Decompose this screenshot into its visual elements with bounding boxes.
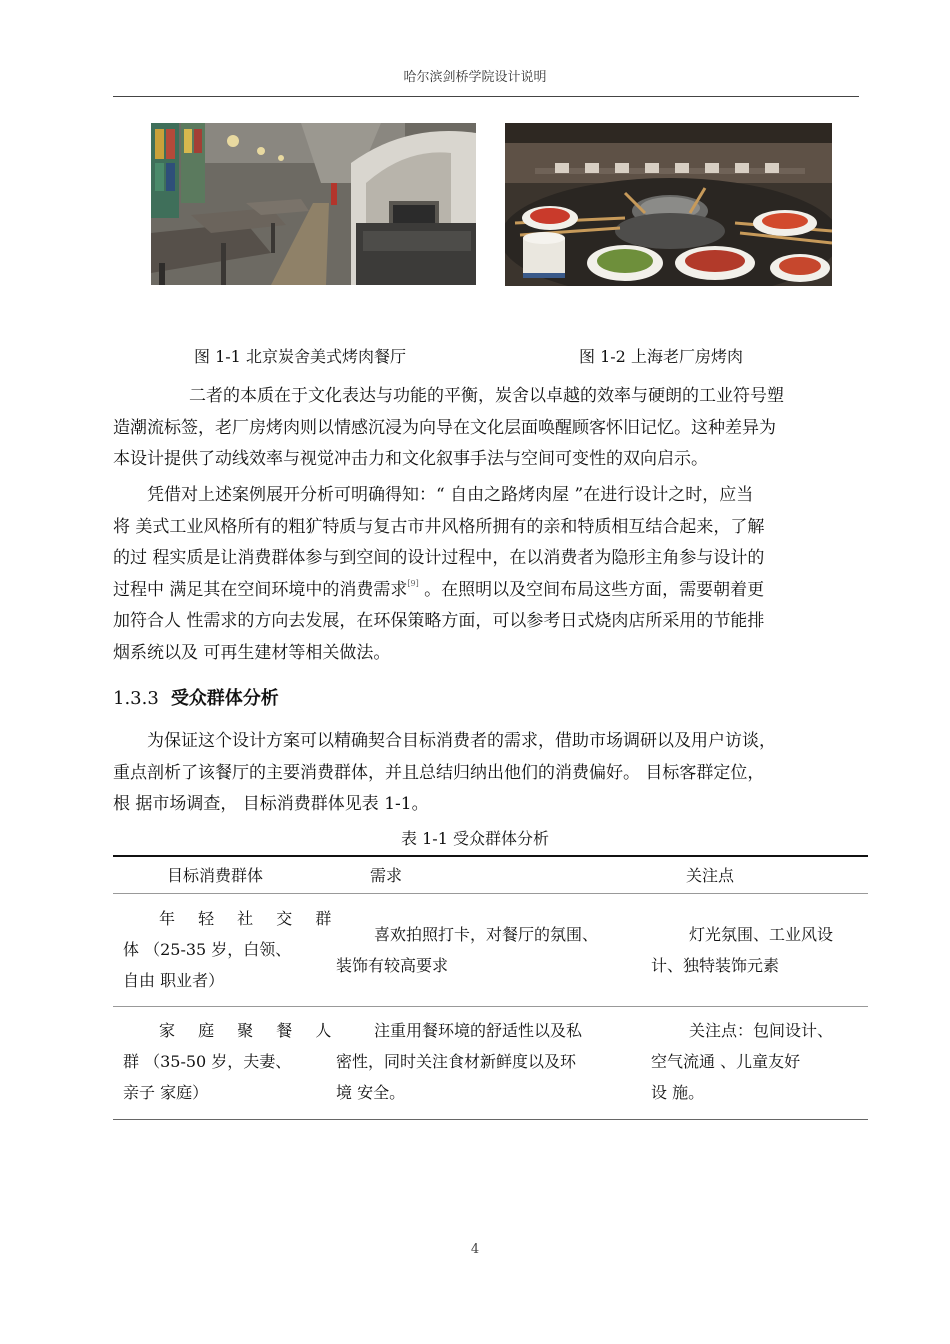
cell-line: 亲子 家庭）	[123, 1083, 209, 1102]
text-line: 将 美式工业风格所有的粗犷特质与复古市井风格所拥有的亲和特质相互结合起来，了解	[113, 516, 765, 537]
table-cell-group	[123, 1015, 341, 1108]
table-title: 表 1-1 受众群体分析	[401, 829, 549, 848]
cell-line: 灯光氛围、工业风设	[689, 925, 834, 944]
text-line: 的过 程实质是让消费群体参与到空间的设计过程中，在以消费者为隐形主角参与设计的	[113, 548, 765, 568]
paragraph-case-comparison	[113, 381, 860, 476]
text-line: 烟系统以及 可再生建材等相关做法。	[113, 642, 391, 663]
text-line: 重点剖析了该餐厅的主要消费群体，并且总结归纳出他们的消费偏好。 目标客群定位，	[113, 762, 765, 783]
section-number: 1.3.3	[113, 688, 159, 709]
section-heading	[113, 684, 279, 710]
cell-line: 计、独特装饰元素	[651, 956, 780, 975]
table-cell-need	[336, 919, 636, 981]
cell-line: 注重用餐环境的舒适性以及私	[374, 1021, 583, 1040]
figure-1-2-caption: 图 1-2 上海老厂房烤肉	[579, 347, 743, 366]
table-bottom-rule	[113, 1119, 868, 1120]
text-line: 为保证这个设计方案可以精确契合目标消费者的需求，借助市场调研以及用户访谈，	[147, 731, 776, 751]
cell-line: 密性，同时关注食材新鲜度以及环	[336, 1052, 577, 1071]
citation-reference: [9]	[407, 578, 419, 588]
figure-1-2-photo	[505, 123, 832, 286]
table-top-rule	[113, 855, 868, 857]
table-cell-group	[123, 903, 341, 996]
text-line: 本设计提供了动线效率与视觉冲击力和文化叙事手法与空间可变性的双向启示。	[113, 449, 708, 469]
text-line: 二者的本质在于文化表达与功能的平衡，炭舍以卓越的效率与硬朗的工业符号塑	[189, 386, 784, 406]
table-header-focus: 关注点	[686, 866, 735, 885]
table-cell-focus	[651, 1015, 866, 1108]
text-line: 根 据市场调查， 目标消费群体见表 1-1。	[113, 794, 429, 814]
text-line: 加符合人 性需求的方向去发展，在环保策略方面，可以参考日式烧肉店所采用的节能排	[113, 611, 765, 631]
text-line-with-citation	[113, 575, 860, 607]
text-segment: 过程中 满足其在空间环境中的消费需求	[113, 579, 408, 600]
figure-1-1-caption: 图 1-1 北京炭舍美式烤肉餐厅	[194, 347, 406, 366]
text-line: 造潮流标签，老厂房烤肉则以情感沉浸为向导在文化层面唤醒顾客怀旧记忆。这种差异为	[113, 417, 776, 438]
cell-line: 体 （25-35 岁，白领、	[123, 940, 292, 959]
text-line: 凭借对上述案例展开分析可明确得知：“ 自由之路烤肉屋 ”在进行设计之时，应当	[147, 485, 754, 505]
table-row-rule	[113, 1006, 868, 1007]
text-segment: 。在照明以及空间布局这些方面，需要朝着更	[418, 579, 765, 600]
cell-line: 境 安全。	[336, 1083, 406, 1102]
section-title: 受众群体分析	[170, 688, 279, 709]
header-rule	[113, 96, 859, 97]
table-header-rule	[113, 893, 868, 894]
table-cell-focus	[651, 919, 866, 981]
table-cell-need	[336, 1015, 636, 1108]
figure-1-1-photo	[151, 123, 476, 285]
paragraph-audience-intro	[113, 726, 860, 821]
page-number: 4	[470, 1242, 480, 1257]
cell-line: 关注点：包间设计、	[689, 1021, 834, 1040]
table-header-group: 目标消费群体	[167, 866, 264, 885]
cell-line: 家 庭 聚 餐 人	[159, 1021, 341, 1040]
paragraph-design-conclusion	[113, 480, 860, 669]
page-header: 哈尔滨剑桥学院设计说明	[403, 70, 547, 85]
cell-line: 自由 职业者）	[123, 971, 225, 990]
cell-line: 喜欢拍照打卡，对餐厅的氛围、	[374, 925, 599, 944]
cell-line: 设 施。	[651, 1083, 705, 1102]
table-header-need: 需求	[370, 866, 403, 885]
cell-line: 群 （35-50 岁，夫妻、	[123, 1052, 292, 1071]
cell-line: 装饰有较高要求	[336, 956, 449, 975]
cell-line: 空气流通 、儿童友好	[651, 1052, 801, 1071]
cell-line: 年 轻 社 交 群	[159, 909, 341, 928]
